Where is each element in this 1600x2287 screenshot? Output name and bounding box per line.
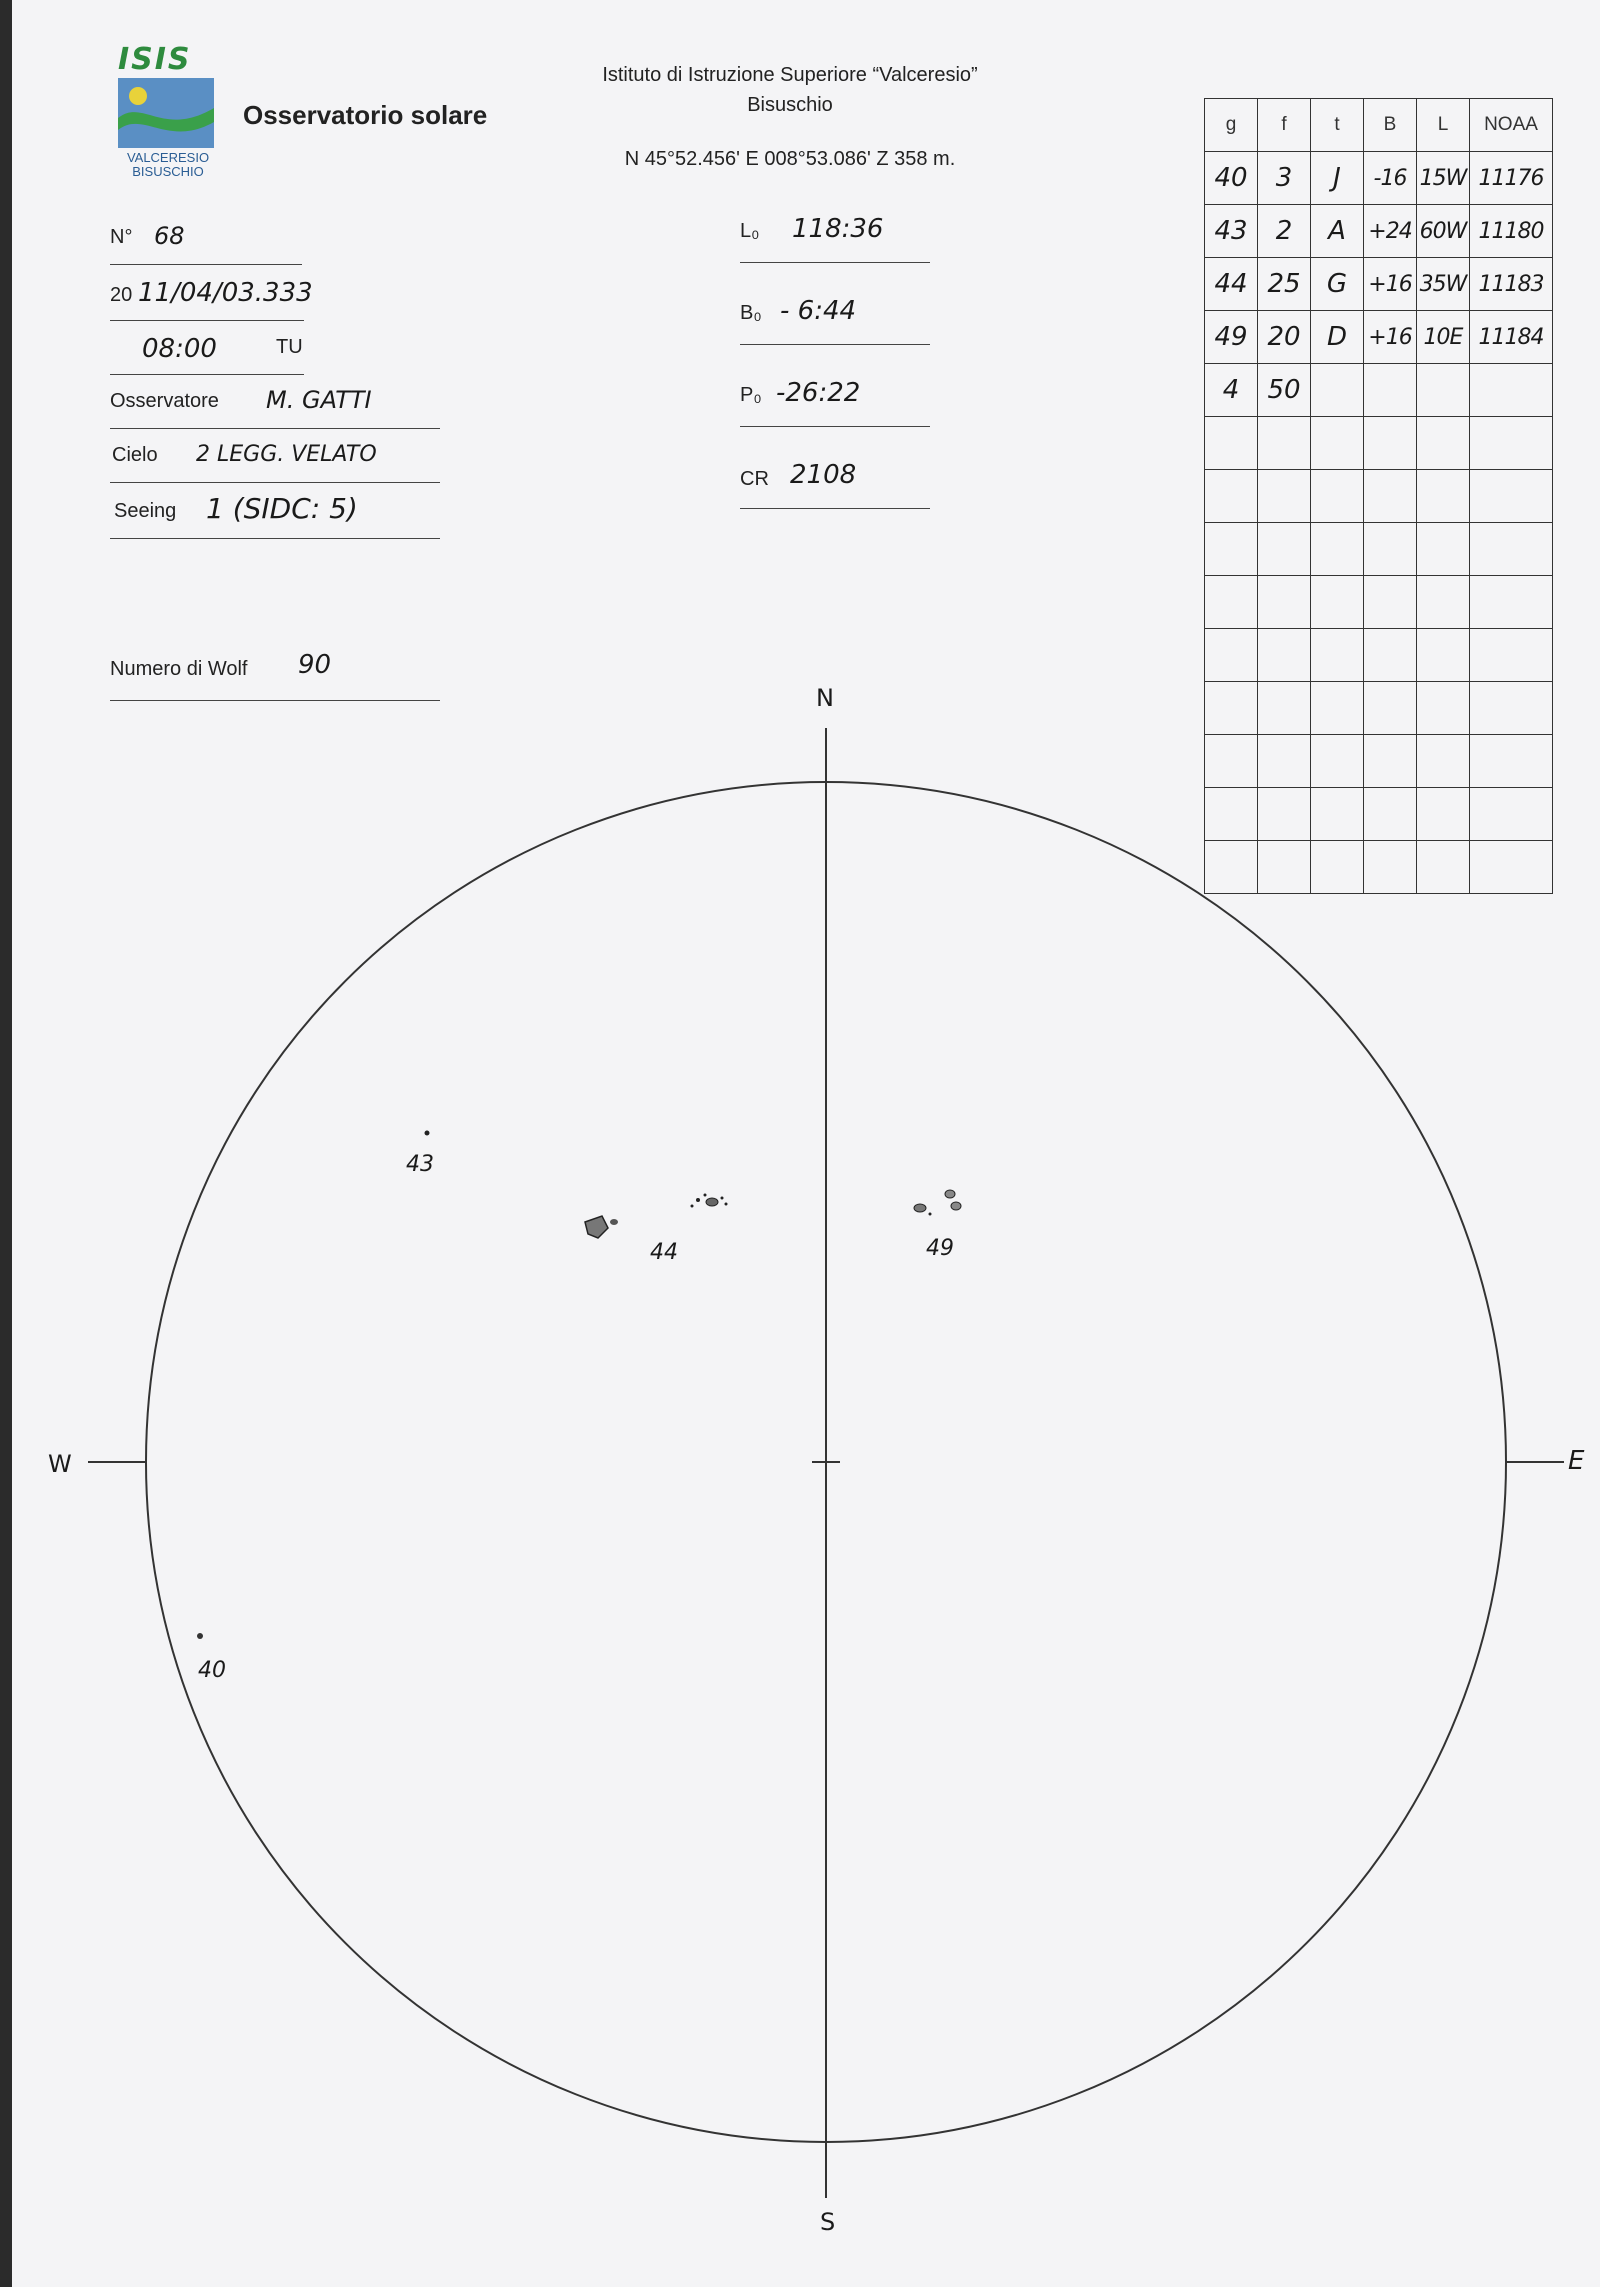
cr-value: 2108 [790, 460, 857, 490]
sky-value: 2 LEGG. VELATO [196, 442, 377, 467]
group-label-44: 44 [650, 1240, 678, 1265]
b0-value: - 6:44 [780, 296, 857, 326]
date-value: 11/04/03.333 [138, 278, 313, 308]
cell-noaa: 11183 [1470, 258, 1553, 311]
time-value: 08:00 [142, 334, 217, 364]
spot-group-44 [585, 1194, 728, 1239]
l0-label: L₀ [740, 220, 760, 242]
cell-g: 49 [1205, 311, 1258, 364]
institute-town: Bisuschio [747, 94, 833, 116]
cell-b: +16 [1364, 258, 1417, 311]
cell-b: -16 [1364, 152, 1417, 205]
cell-t: D [1311, 311, 1364, 364]
cell-b: +24 [1364, 205, 1417, 258]
logo-line2: BISUSCHIO [132, 164, 204, 179]
cell-l: 15W [1417, 152, 1470, 205]
b0-label: B₀ [740, 302, 762, 324]
number-value: 68 [154, 222, 185, 250]
spot-40 [197, 1633, 203, 1639]
north-label: N [816, 684, 834, 712]
group-label-49: 49 [926, 1236, 954, 1261]
observer-label: Osservatore [110, 390, 219, 412]
wolf-label: Numero di Wolf [110, 658, 248, 680]
logo-line1: VALCERESIO [126, 150, 210, 165]
l0-value: 118:36 [792, 214, 884, 244]
header-t: t [1311, 99, 1364, 152]
south-label: S [820, 2208, 836, 2236]
observer-value: M. GATTI [266, 386, 372, 414]
total-spots: 50 [1258, 364, 1311, 417]
cell-l: 60W [1417, 205, 1470, 258]
header-l: L [1417, 99, 1470, 152]
cell-f: 20 [1258, 311, 1311, 364]
header-b: B [1364, 99, 1417, 152]
cr-label: CR [740, 468, 769, 490]
group-label-43: 43 [406, 1152, 434, 1177]
cell-f: 25 [1258, 258, 1311, 311]
cell-t: A [1311, 205, 1364, 258]
header-g: g [1205, 99, 1258, 152]
cell-noaa: 11176 [1470, 152, 1553, 205]
header-f: f [1258, 99, 1311, 152]
cell-t: G [1311, 258, 1364, 311]
cell-f: 2 [1258, 205, 1311, 258]
time-unit: TU [276, 336, 303, 358]
sky-label: Cielo [112, 444, 158, 466]
cell-l: 35W [1417, 258, 1470, 311]
date-prefix: 20 [110, 284, 133, 306]
cell-g: 44 [1205, 258, 1258, 311]
seeing-value: 1 (SIDC: 5) [206, 492, 358, 525]
p0-value: -26:22 [776, 378, 861, 408]
cell-g: 43 [1205, 205, 1258, 258]
cell-noaa: 11184 [1470, 311, 1553, 364]
observatory-title: Osservatorio solare [243, 100, 488, 130]
seeing-label: Seeing [114, 500, 177, 522]
east-label: E [1568, 1446, 1585, 1476]
group-label-40: 40 [198, 1658, 226, 1683]
cell-g: 40 [1205, 152, 1258, 205]
cell-l: 10E [1417, 311, 1470, 364]
wolf-value: 90 [298, 650, 332, 680]
west-label: W [48, 1450, 72, 1478]
institute-coords: N 45°52.456' E 008°53.086' Z 358 m. [624, 148, 956, 170]
spot-group-49 [914, 1190, 961, 1216]
number-label: N° [110, 226, 133, 248]
logo-acronym: ISIS [118, 42, 192, 77]
cell-b: +16 [1364, 311, 1417, 364]
spot-43 [425, 1131, 430, 1136]
cell-t: J [1311, 152, 1364, 205]
cell-f: 3 [1258, 152, 1311, 205]
institute-name: Istituto di Istruzione Superiore “Valceresio” [602, 64, 978, 86]
p0-label: P₀ [740, 384, 762, 406]
cell-noaa: 11180 [1470, 205, 1553, 258]
total-groups: 4 [1205, 364, 1258, 417]
header-noaa: NOAA [1470, 99, 1553, 152]
